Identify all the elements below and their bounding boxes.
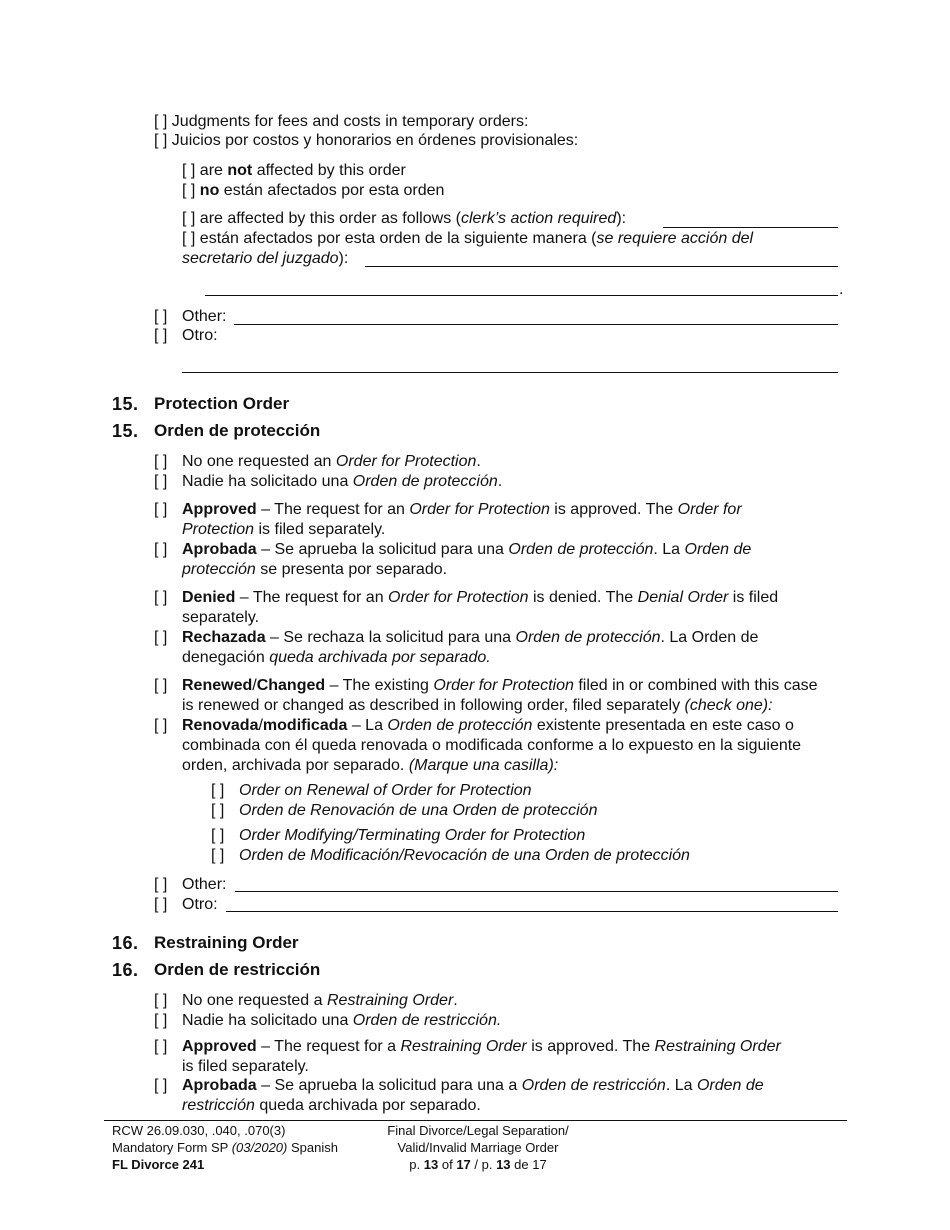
checkbox[interactable]: [ ] bbox=[154, 717, 168, 734]
other-label-en: Other: bbox=[182, 876, 227, 893]
section-number: 16. bbox=[112, 960, 139, 980]
line-end-period: . bbox=[839, 281, 844, 298]
checkbox[interactable]: [ ] bbox=[154, 1077, 168, 1094]
no-request-es: Nadie ha solicitado una Orden de protección. bbox=[182, 473, 503, 490]
other-label-es: Otro: bbox=[182, 327, 218, 344]
checkbox[interactable]: [ ] bbox=[154, 473, 168, 490]
renewal-order-es: Orden de Renovación de una Orden de protección bbox=[239, 802, 598, 819]
other-blank-line[interactable] bbox=[234, 324, 838, 325]
other-label-es: Otro: bbox=[182, 896, 218, 913]
footer-title-line2: Valid/Invalid Marriage Order bbox=[397, 1140, 559, 1155]
affected-as-follows-es-cont: secretario del juzgado): bbox=[182, 250, 349, 267]
checkbox[interactable]: [ ] bbox=[211, 802, 225, 819]
judgments-fees-en: [ ] Judgments for fees and costs in temporary orders: bbox=[154, 113, 529, 130]
approved-es: Aprobada – Se aprueba la solicitud para una Orden de protección. La Orden de bbox=[182, 541, 752, 558]
footer-page-number: p. 13 of 17 / p. 13 de 17 bbox=[409, 1157, 547, 1172]
checkbox[interactable]: [ ] bbox=[211, 782, 225, 799]
footer-rule bbox=[104, 1120, 847, 1121]
approved-es: Aprobada – Se aprueba la solicitud para una a Orden de restricción. La Orden de bbox=[182, 1077, 764, 1094]
affected-blank-line[interactable] bbox=[663, 227, 838, 228]
approved-en: Approved – The request for a Restraining Order is approved. The Restraining Order bbox=[182, 1038, 781, 1055]
approved-en-cont: Protection is filed separately. bbox=[182, 521, 386, 538]
checkbox[interactable]: [ ] bbox=[154, 113, 168, 130]
renewal-order-en: Order on Renewal of Order for Protection bbox=[239, 782, 532, 799]
renewed-es: Renovada/modificada – La Orden de protección existente presentada en este caso o bbox=[182, 717, 794, 734]
checkbox[interactable]: [ ] bbox=[154, 541, 168, 558]
renewed-en-cont: is renewed or changed as described in following order, filed separately (check one): bbox=[182, 697, 773, 714]
modifying-order-en: Order Modifying/Terminating Order for Protection bbox=[239, 827, 586, 844]
checkbox[interactable]: [ ] bbox=[154, 308, 168, 325]
renewed-en: Renewed/Changed – The existing Order for Protection filed in or combined with this case bbox=[182, 677, 818, 694]
section-number: 15. bbox=[112, 421, 139, 441]
renewed-es-cont1: combinada con él queda renovada o modificada conforme a lo expuesto en la siguiente bbox=[182, 737, 802, 754]
modifying-order-es: Orden de Modificación/Revocación de una Orden de protección bbox=[239, 847, 690, 864]
checkbox[interactable]: [ ] bbox=[154, 1012, 168, 1029]
approved-es-cont: restricción queda archivada por separado. bbox=[182, 1097, 481, 1114]
footer-form-code: FL Divorce 241 bbox=[112, 1157, 205, 1172]
checkbox[interactable]: [ ] bbox=[182, 182, 196, 199]
checkbox[interactable]: [ ] bbox=[154, 589, 168, 606]
other-label-en: Other: bbox=[182, 308, 227, 325]
no-request-es: Nadie ha solicitado una Orden de restricción. bbox=[182, 1012, 502, 1029]
checkbox[interactable]: [ ] bbox=[154, 677, 168, 694]
denied-en: Denied – The request for an Order for Protection is denied. The Denial Order is filed bbox=[182, 589, 779, 606]
judgments-fees-es: [ ] Juicios por costos y honorarios en órdenes provisionales: bbox=[154, 132, 579, 149]
section-title-es: Orden de protección bbox=[154, 421, 321, 440]
checkbox[interactable]: [ ] bbox=[154, 896, 168, 913]
footer-title-line1: Final Divorce/Legal Separation/ bbox=[387, 1123, 569, 1138]
no-request-en: No one requested an Order for Protection. bbox=[182, 453, 481, 470]
denied-en-cont: separately. bbox=[182, 609, 260, 626]
affected-as-follows-en: [ ] are affected by this order as follows (clerk’s action required): bbox=[182, 210, 627, 227]
checkbox[interactable]: [ ] bbox=[154, 453, 168, 470]
denied-es-cont: denegación queda archivada por separado. bbox=[182, 649, 491, 666]
denied-es: Rechazada – Se rechaza la solicitud para una Orden de protección. La Orden de bbox=[182, 629, 759, 646]
approved-en: Approved – The request for an Order for Protection is approved. The Order for bbox=[182, 501, 742, 518]
section-title-es: Orden de restricción bbox=[154, 960, 321, 979]
footer-rcw: RCW 26.09.030, .040, .070(3) bbox=[112, 1123, 286, 1138]
checkbox[interactable]: [ ] bbox=[154, 1038, 168, 1055]
section-number: 15. bbox=[112, 394, 139, 414]
checkbox[interactable]: [ ] bbox=[154, 132, 168, 149]
other-blank-line[interactable] bbox=[235, 891, 838, 892]
checkbox[interactable]: [ ] bbox=[154, 501, 168, 518]
affected-as-follows-es: [ ] están afectados por esta orden de la siguiente manera (se requiere acción del bbox=[182, 230, 754, 247]
affected-es-blank-line[interactable] bbox=[365, 266, 838, 267]
section-number: 16. bbox=[112, 933, 139, 953]
checkbox[interactable]: [ ] bbox=[154, 327, 168, 344]
footer-form: Mandatory Form SP (03/2020) Spanish bbox=[112, 1140, 338, 1155]
other-es-blank-line[interactable] bbox=[182, 372, 838, 373]
renewed-es-cont2: orden, archivada por separado. (Marque una casilla): bbox=[182, 757, 559, 774]
section-title-en: Restraining Order bbox=[154, 933, 299, 952]
affected-extra-blank-line[interactable] bbox=[205, 295, 838, 296]
checkbox[interactable]: [ ] bbox=[154, 992, 168, 1009]
checkbox[interactable]: [ ] bbox=[182, 230, 196, 247]
not-affected-en: [ ] are not affected by this order bbox=[182, 162, 406, 179]
other-es-blank-line[interactable] bbox=[226, 911, 838, 912]
checkbox[interactable]: [ ] bbox=[154, 629, 168, 646]
checkbox[interactable]: [ ] bbox=[211, 847, 225, 864]
section-title-en: Protection Order bbox=[154, 394, 290, 413]
not-affected-es: [ ] no están afectados por esta orden bbox=[182, 182, 445, 199]
approved-en-cont: is filed separately. bbox=[182, 1058, 309, 1075]
no-request-en: No one requested a Restraining Order. bbox=[182, 992, 458, 1009]
checkbox[interactable]: [ ] bbox=[182, 162, 196, 179]
approved-es-cont: protección se presenta por separado. bbox=[182, 561, 448, 578]
checkbox[interactable]: [ ] bbox=[182, 210, 196, 227]
checkbox[interactable]: [ ] bbox=[154, 876, 168, 893]
checkbox[interactable]: [ ] bbox=[211, 827, 225, 844]
